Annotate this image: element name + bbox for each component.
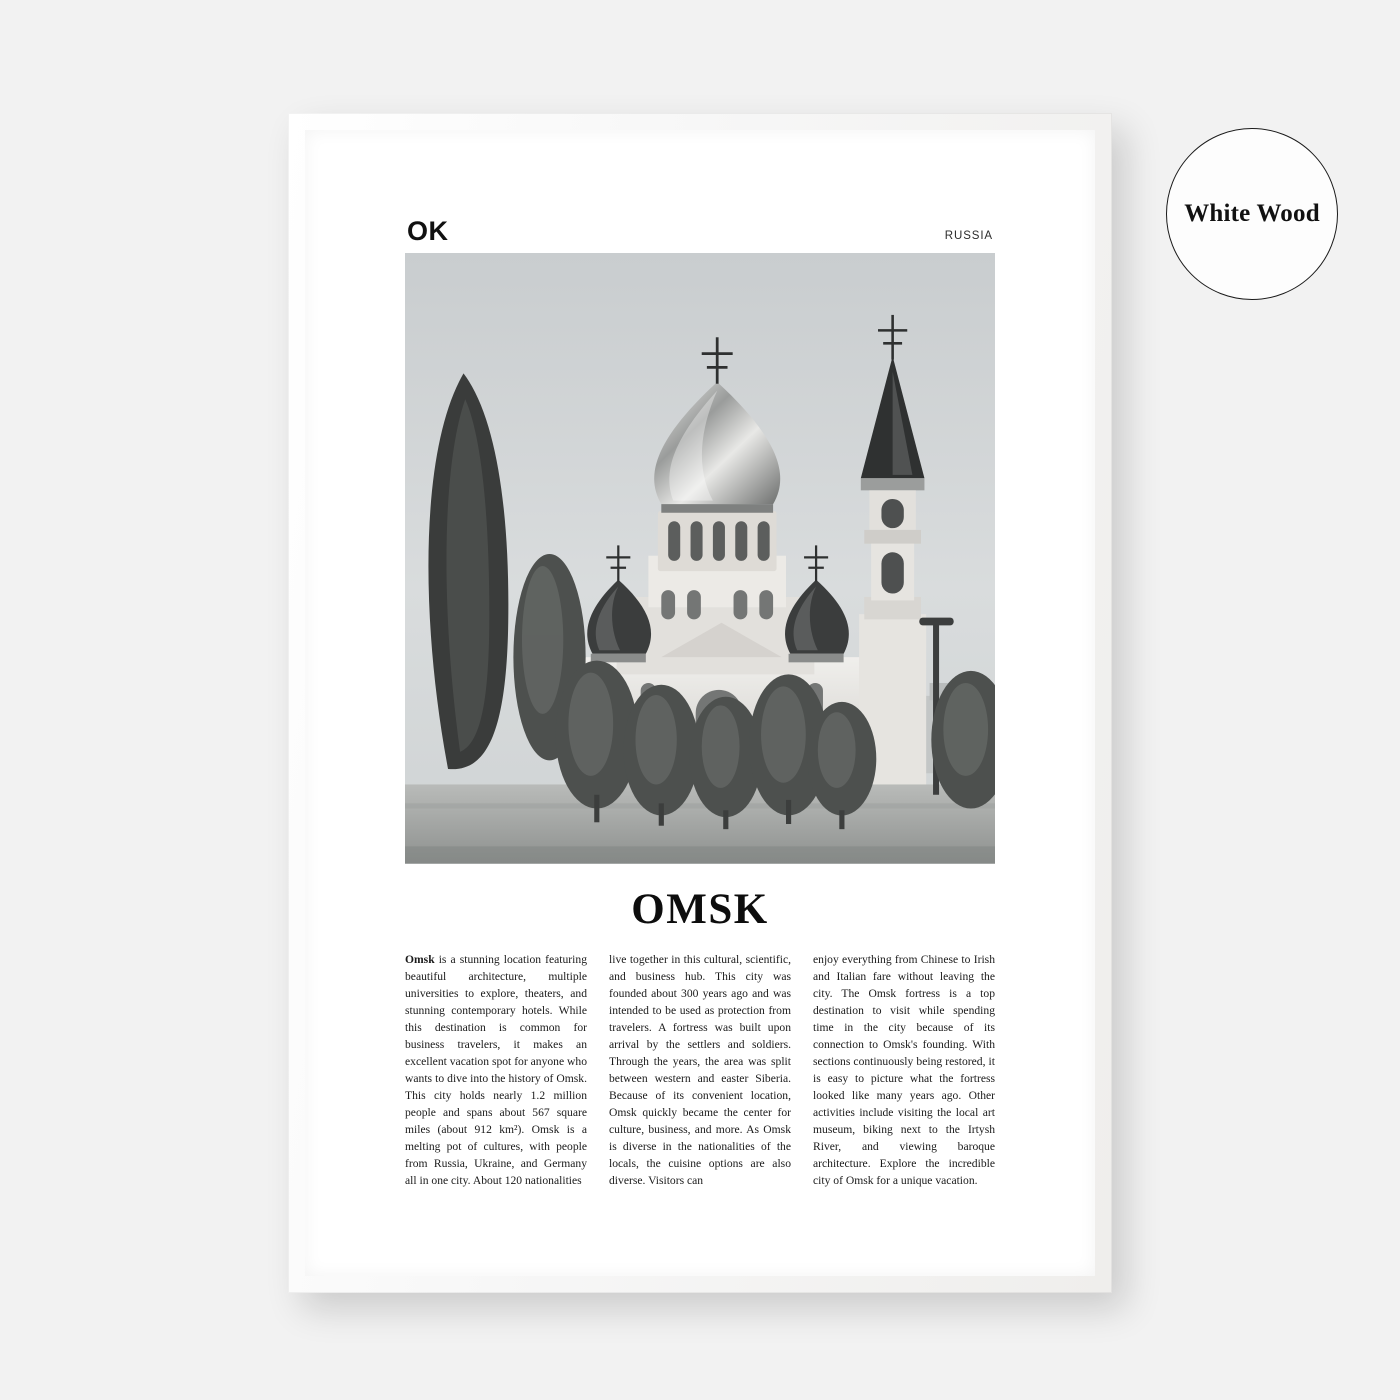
body-text-3: enjoy everything from Chinese to Irish and Italian fare without leaving the city. The Omsk fortress is a top destination to visit while spending time in the city because of its connection to Omsk's founding. With sections continuously being restored, it is easy to picture what the fortress looked like many years ago. Other activities include visiting the local art museum, biking next to the Irtysh River, and viewing baroque architecture. Explore the incredible city of Omsk for a unique vacation. — [813, 952, 995, 1187]
material-badge — [1166, 128, 1338, 300]
picture-frame — [288, 113, 1112, 1293]
body-column-1 — [405, 951, 587, 1189]
poster-photo — [405, 253, 995, 864]
body-text-1: is a stunning location featuring beautiful architecture, multiple universities to explore, theaters, and stunning contemporary hotels. While this destination is common for business travelers, it makes an excellent vacation spot for anyone who wants to dive into the history of Omsk. This city holds nearly 1.2 million people and spans about 567 square miles (about 912 km²). Omsk is a melting pot of cultures, with people from Russia, Ukraine, and Germany all in one city. About 120 nationalities — [405, 952, 587, 1187]
frame-mat — [305, 130, 1095, 1276]
poster-body — [405, 951, 995, 1189]
poster-header — [405, 218, 995, 253]
body-column-3 — [813, 951, 995, 1189]
poster-code: OK — [407, 216, 449, 246]
poster-country: RUSSIA — [944, 229, 993, 242]
body-lead-word: Omsk — [405, 952, 435, 966]
body-text-2: live together in this cultural, scientific, and business hub. This city was founded about 300 years ago and was intended to be used as protection from travelers. A fortress was built upon arrival by the settlers and soldiers. Through the years, the area was split between western and easter Siberia. Because of its convenient location, Omsk quickly became the center for culture, business, and more. As Omsk is diverse in the nationalities of the locals, the cuisine options are also diverse. Visitors can — [609, 952, 791, 1187]
poster-title: OMSK — [631, 885, 769, 933]
poster — [350, 168, 1050, 1231]
material-badge-label: White Wood — [1184, 200, 1320, 227]
body-column-2 — [609, 951, 791, 1189]
cathedral-illustration — [405, 253, 995, 864]
